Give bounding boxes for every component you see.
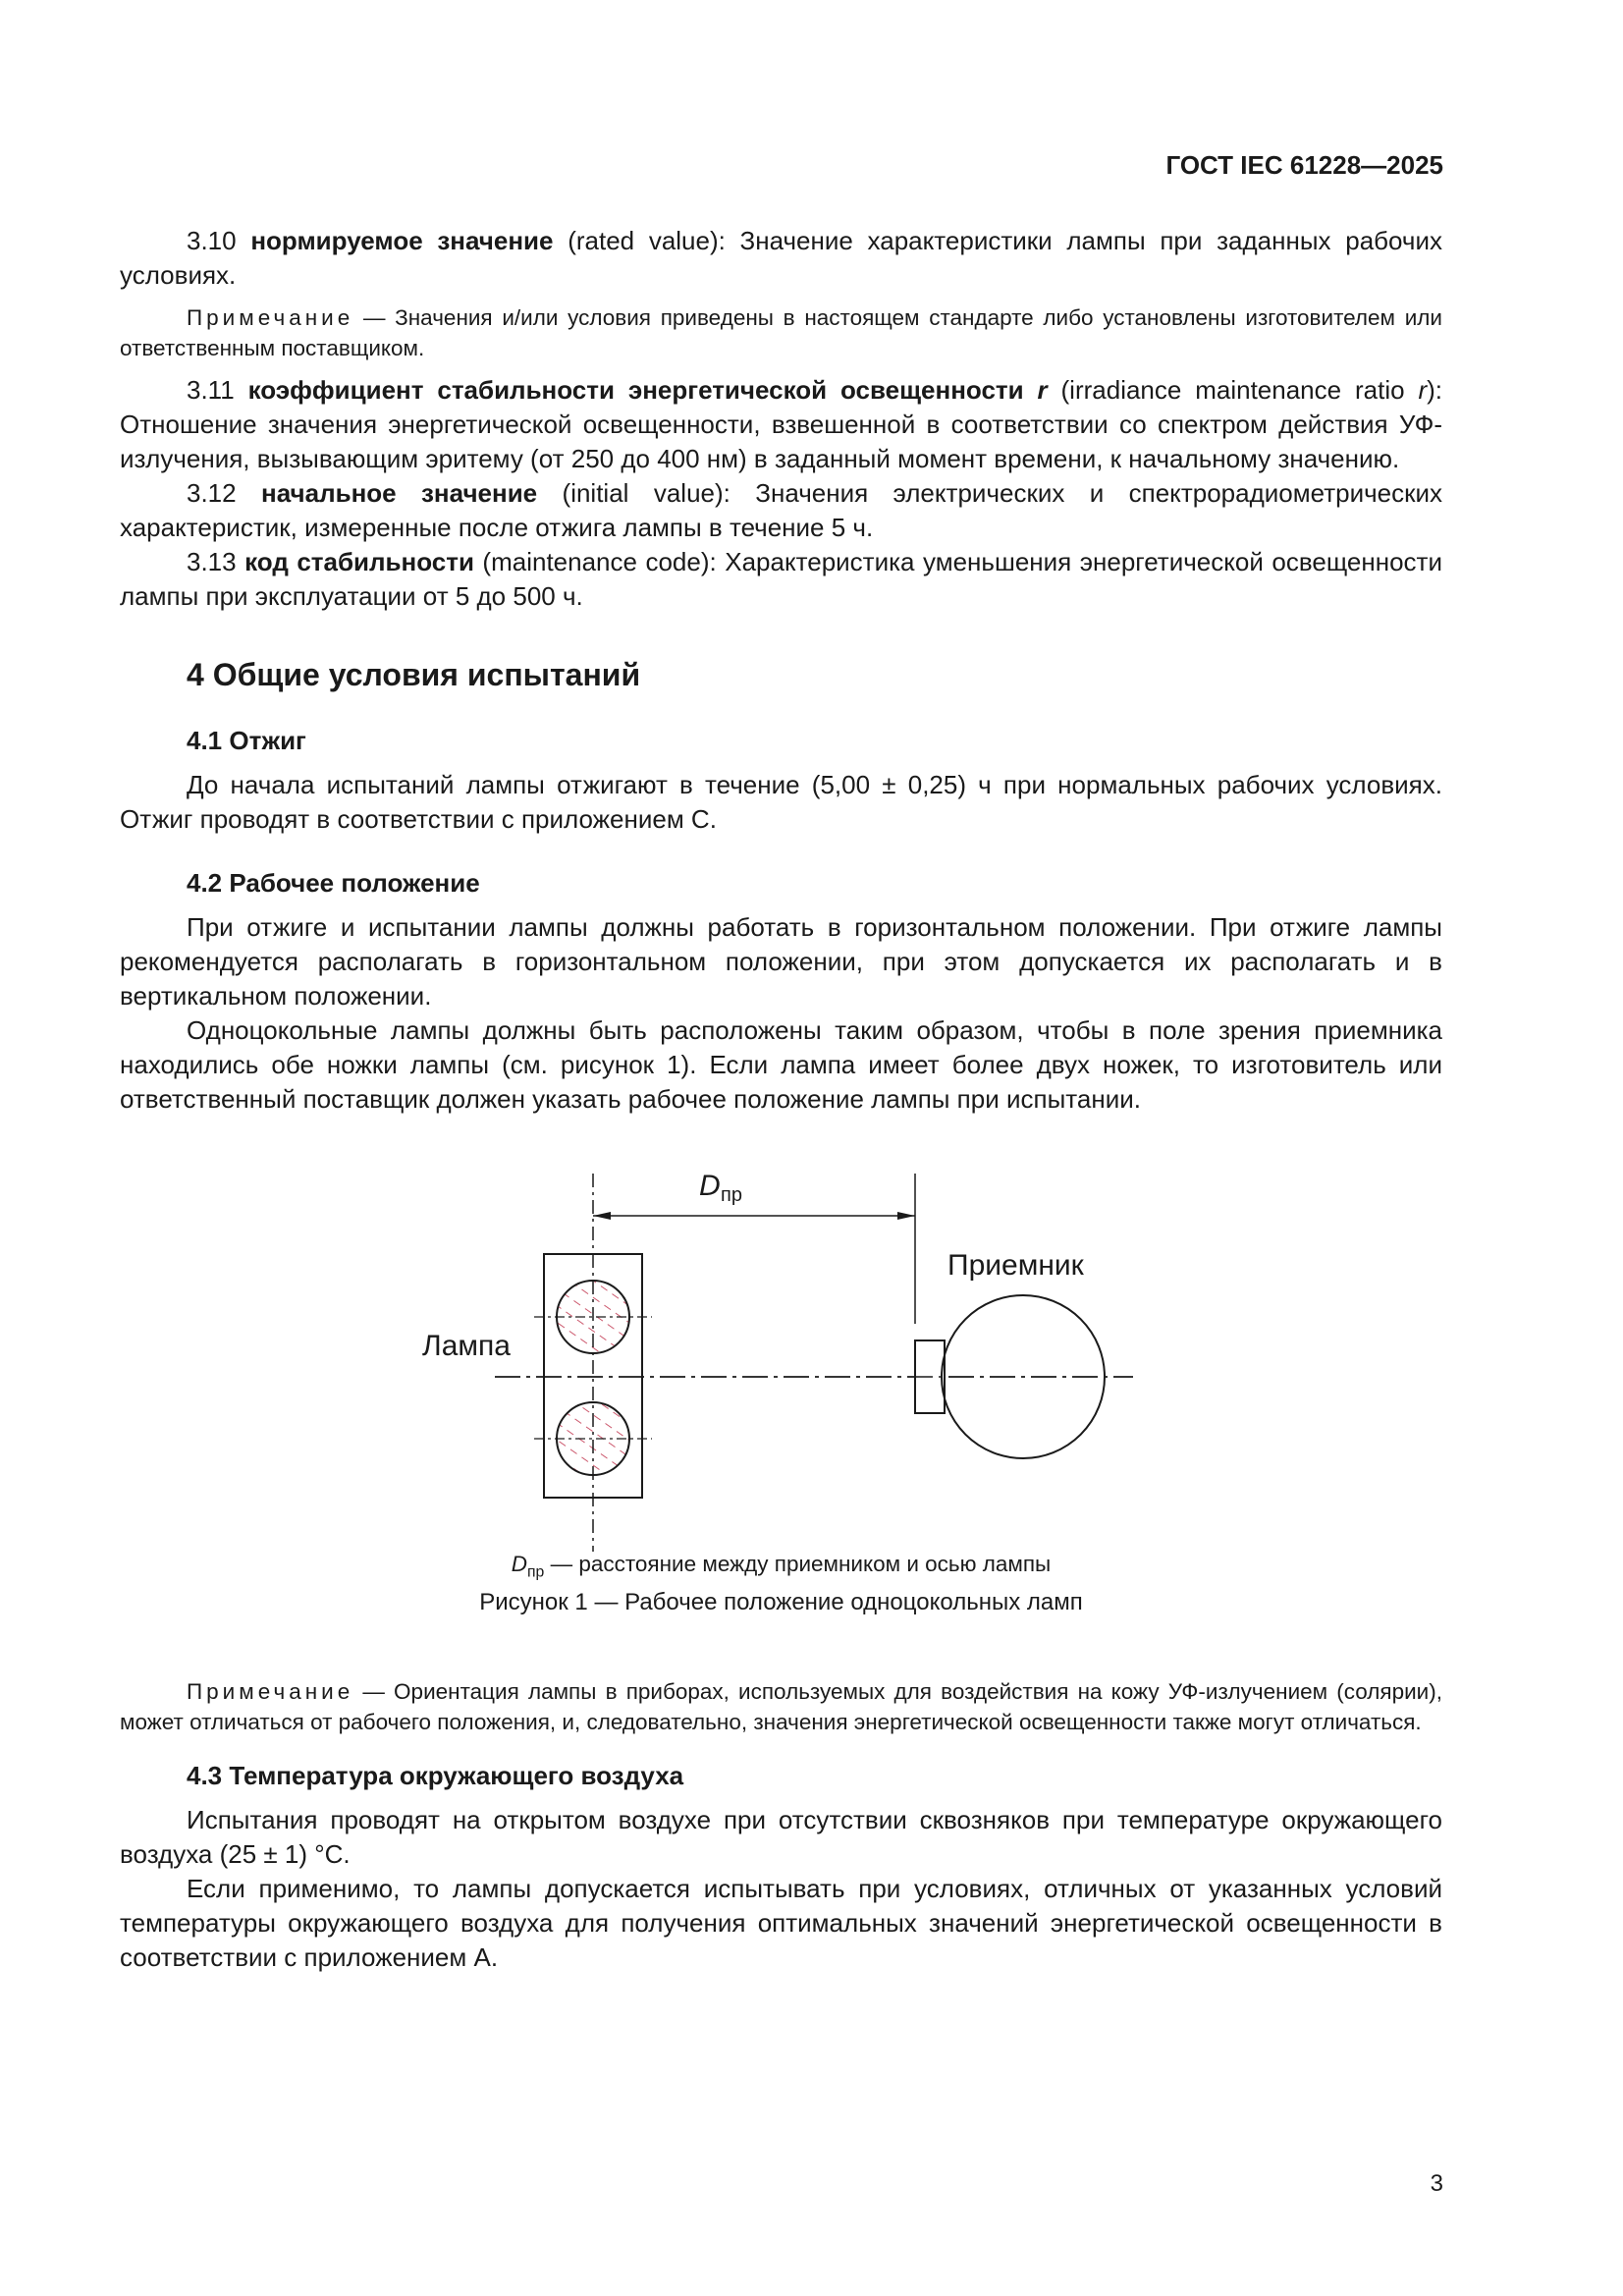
term: коэффициент стабильности энергетической освещенности xyxy=(247,375,1038,405)
clause-number: 3.12 xyxy=(187,478,261,508)
section-4-1-title: 4.1 Отжиг xyxy=(187,726,306,755)
document-header: ГОСТ IEC 61228—2025 xyxy=(1165,150,1443,180)
clause-3-11 xyxy=(120,373,1442,476)
figure-legend xyxy=(120,1550,1442,1588)
term: нормируемое значение xyxy=(250,226,554,255)
dimension-label-subscript: пр xyxy=(721,1184,742,1206)
section-4-2-title: 4.2 Рабочее положение xyxy=(187,868,480,898)
definition-text: (maintenance code): Характеристика уменьшения энергетической освещенности лампы при эксплуатации от 5 до 500 ч. xyxy=(120,547,1442,611)
arrow-right-icon xyxy=(897,1212,915,1220)
figure-caption: Рисунок 1 — Рабочее положение одноцокольных ламп xyxy=(479,1589,1083,1615)
section-4-title: 4 Общие условия испытаний xyxy=(187,657,641,692)
clause-3-13 xyxy=(120,545,1442,614)
page-number: 3 xyxy=(1430,2170,1443,2197)
term: начальное значение xyxy=(261,478,538,508)
note-2 xyxy=(120,1676,1442,1737)
legend-symbol: D xyxy=(511,1552,528,1576)
section-4-3-paragraph-2: Если применимо, то лампы допускается испытывать при условиях, отличных от указанных условий температуры окружающего воздуха для получения оптимальных значений энергетической освещенности в соответствии с приложением А. xyxy=(120,1874,1442,1972)
clause-number: 3.11 xyxy=(187,375,248,405)
section-4-3-title: 4.3 Температура окружающего воздуха xyxy=(187,1761,684,1790)
clause-number: 3.10 xyxy=(187,226,251,255)
note-label: Примечание xyxy=(187,1679,354,1704)
definition-text: (rated value): Значение характеристики лампы при заданных рабочих условиях. xyxy=(120,226,1442,290)
note-text: — Ориентация лампы в приборах, используемых для воздействия на кожу УФ-излучением (солярии), может отличаться от рабочего положения, и, следовательно, значения энергетической освещенности также могут отличаться. xyxy=(120,1679,1442,1734)
section-4-2-paragraph-2: Одноцокольные лампы должны быть расположены таким образом, чтобы в поле зрения приемника находились обе ножки лампы (см. рисунок 1). Если лампа имеет более двух ножек, то изготовитель или ответственный поставщик должен указать рабочее положение лампы при испытании. xyxy=(120,1015,1442,1114)
arrow-left-icon xyxy=(593,1212,611,1220)
figure-1 xyxy=(120,1134,1442,1615)
clause-3-12 xyxy=(120,476,1442,545)
variable: r xyxy=(1418,375,1428,405)
legend-text: — расстояние между приемником и осью лампы xyxy=(544,1552,1052,1576)
definition-text: (initial value): Значения электрических и спектрорадиометрических характеристик, измеренные после отжига лампы в течение 5 ч. xyxy=(120,478,1443,542)
section-4-3-paragraph-1: Испытания проводят на открытом воздухе при отсутствии сквозняков при температуре окружающего воздуха (25 ± 1) °С. xyxy=(120,1805,1442,1869)
clause-number: 3.13 xyxy=(187,547,245,576)
receiver-label: Приемник xyxy=(947,1249,1084,1282)
section-4-2-paragraph-1: При отжиге и испытании лампы должны работать в горизонтальном положении. При отжиге лампы рекомендуется располагать в горизонтальном положении, при этом допускается их располагать и в вертикальном положении. xyxy=(120,912,1442,1011)
lamp-label: Лампа xyxy=(422,1330,511,1362)
dimension-label-symbol: D xyxy=(699,1170,721,1202)
term-variable: r xyxy=(1037,375,1048,405)
note-1 xyxy=(120,302,1442,363)
page-content xyxy=(120,224,1442,1975)
clause-3-10 xyxy=(120,224,1442,293)
lamp-receiver-diagram xyxy=(120,1134,1442,1606)
note-label: Примечание xyxy=(187,305,354,330)
term: код стабильности xyxy=(244,547,474,576)
definition-text: (irradiance maintenance ratio xyxy=(1047,375,1419,405)
section-4-1-text: До начала испытаний лампы отжигают в течение (5,00 ± 0,25) ч при нормальных рабочих условиях. Отжиг проводят в соответствии с приложением С. xyxy=(120,770,1442,834)
legend-subscript: пр xyxy=(527,1563,545,1581)
note-text: — Значения и/или условия приведены в настоящем стандарте либо установлены изготовителем или ответственным поставщиком. xyxy=(120,305,1442,360)
definition-text-continued: ): Отношение значения энергетической освещенности, взвешенной в соответствии со спектром действия УФ-излучения, вызывающим эритему (от 250 до 400 нм) в заданный момент времени, к начальному значению. xyxy=(120,375,1442,473)
